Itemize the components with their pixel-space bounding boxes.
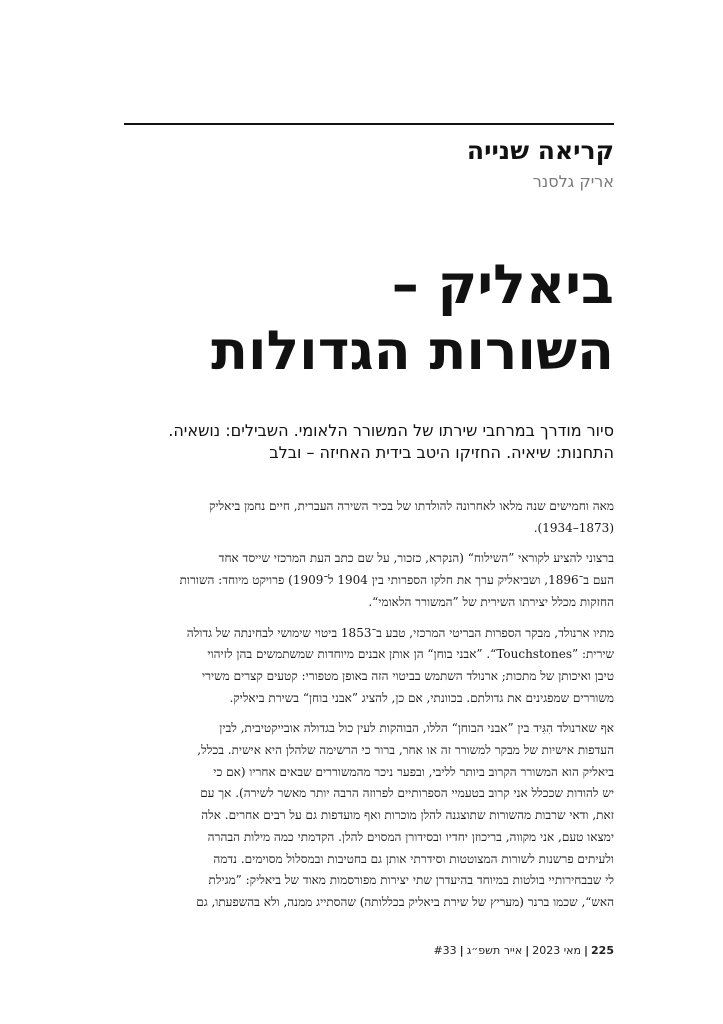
body-line: משוררים שמפגינים את גדולתם. בכוונתי, אם כן, להציג ”אבני בוחן“ בשירת ביאליק. <box>229 690 614 705</box>
body-line: החזקות מכלל יצירתו השירית של ”המשורר הלאומי“. <box>368 594 614 609</box>
body-line: אף שארנולד הִגִּיד בין ”אבני הבוחן“ הללו, הבוהקות לעין כול בגדולה אובייקטיבית, לבין <box>219 721 614 736</box>
article-body <box>116 496 614 923</box>
body-paragraph <box>116 623 614 710</box>
body-line: מאה וחמישים שנה מלאו לאחרונה להולדתו של בכיר השירה העברית, חיים נחמן ביאליק <box>208 499 614 513</box>
body-line: ולעיתים פרשנות לשורות המצוטטות וסידרתי אותן גם בחטיבות ובמסלול מסוימים. נדמה <box>213 851 614 866</box>
article-title <box>114 252 614 384</box>
body-paragraph <box>116 548 614 613</box>
body-line: ברצוני להציע לקוראי ”השילוח“ (הנקרא, כזכור, על שם כתב העת המרכזי שייסד אחד <box>218 551 614 566</box>
body-line: זאת, ודאי שרבות מהשורות שתוצגנה להלן מוכרות ואף מועדפות גם על רבים אחרים. אלה <box>201 808 614 823</box>
top-divider <box>124 123 614 125</box>
footer-separator: | <box>584 944 589 957</box>
body-line: העדפות אישיות של מבקר למשורר זה או אחר, ברור כי הרשימה שלהלן היא אישית. בכלל, <box>197 743 614 758</box>
body-line: לי שבבחירותיי בולטות במיוחד בהיעדרן שתי יצירות מפורסמות מאוד של ביאליק: ”מגילת <box>208 873 614 888</box>
body-line: יש להודות שככלל אני קרוב בטעמיי הספרותיים לפרוזה הרבה יותר מאשר לשירה). אך עם <box>200 786 614 801</box>
subtitle-line: סיור מודרך במרחבי שירתו של המשורר הלאומי. השבילים: נושאיה. <box>168 421 614 440</box>
body-line: האש“, שכמו ברנר (מעריץ של שירת ביאליק בכללותה) שהסתייג ממנה, ולא בהשפעתו, גם <box>196 894 614 909</box>
issue-number: #33 <box>433 944 457 957</box>
section-label: קריאה שנייה <box>466 136 614 165</box>
issue-date-civil: מאי 2023 <box>532 944 581 957</box>
body-line: (1873–1934). <box>533 520 614 535</box>
subtitle-line: התחנות: שיאיה. החזיקו היטב בידית האחיזה – ובלב <box>269 443 614 462</box>
body-line: ימצאו טעם, אני מקווה, בריכוזן יחדיו ובסידורן המסוים להלן. הקדמתי כמה מילות הבהרה <box>207 829 614 844</box>
body-line: שירית: ”Touchstones“. ”אבני בוחן“ הן אותן אבנים מיוחדות שמשתמשים בהן לזיהוי <box>207 647 614 662</box>
body-line: ביאליק הוא המשורר הקרוב ביותר לליבי, ובפער ניכר מהמשוררים שבאים אחריו (אם כי <box>213 764 614 779</box>
body-line: טיבן ואיכותן של מתכות; ארנולד השתמש בביטוי הזה באופן מטפורי: קטעים קצרים משירי <box>201 668 614 683</box>
author-name: אריק גלסנר <box>532 172 614 191</box>
issue-date-hebrew: אייר תשפ״ג <box>466 944 523 957</box>
body-paragraph <box>116 496 614 539</box>
body-paragraph <box>116 718 614 913</box>
body-line: מתיו ארנולד, מבקר הספרות הבריטי המרכזי, טבע ב־1853 ביטוי שימושי לבחינתה של גדולה <box>186 625 614 640</box>
body-line: העם ב־1896, ושביאליק ערך את חלקו הספרותי בין 1904 ל־1909) פרויקט מיוחד: השורות <box>179 573 614 588</box>
footer-separator: | <box>525 944 530 957</box>
article-title-line: ביאליק – <box>391 253 614 316</box>
page-footer <box>433 944 614 958</box>
article-title-line: השורות הגדולות <box>211 319 614 382</box>
page-number: 225 <box>591 944 614 957</box>
footer-separator: | <box>459 944 464 957</box>
article-subtitle <box>114 420 614 464</box>
